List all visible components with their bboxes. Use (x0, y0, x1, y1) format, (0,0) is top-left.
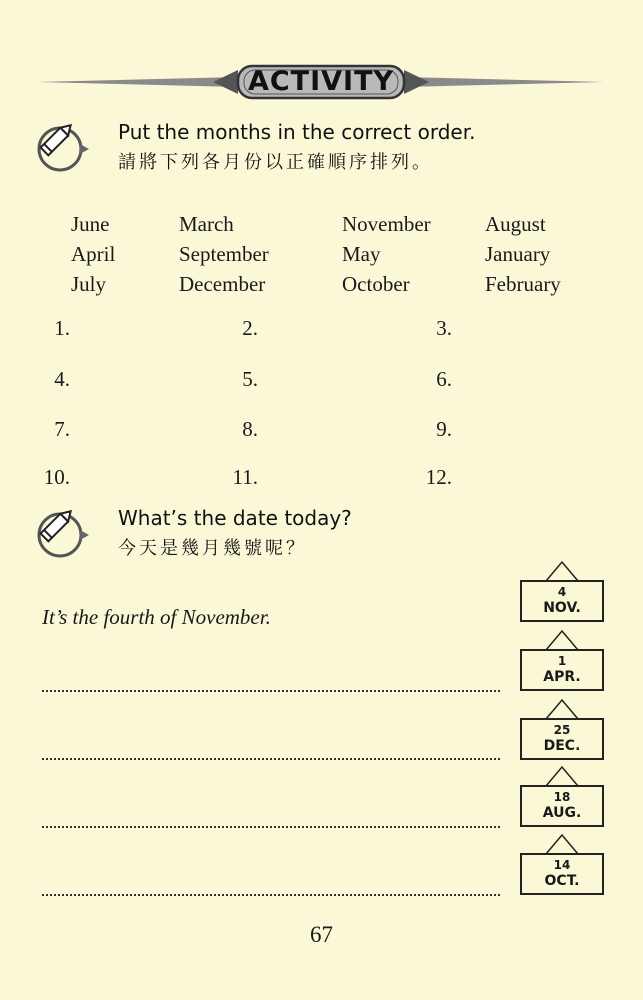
calendar-tag-month: DEC. (543, 738, 581, 754)
answer-line[interactable] (42, 758, 500, 760)
month-word: January (485, 242, 551, 266)
calendar-tag-month: APR. (543, 669, 581, 685)
calendar-tag-day: 18 (553, 790, 571, 804)
calendar-tag-day: 14 (553, 858, 571, 872)
answer-line[interactable] (42, 894, 500, 896)
page-number: 67 (310, 922, 333, 947)
calendar-tag-month: NOV. (543, 600, 581, 616)
instruction-en: What’s the date today? (118, 506, 352, 530)
answer-slot-number: 10. (43, 465, 70, 489)
answer-line[interactable] (42, 690, 500, 692)
month-word: April (71, 242, 116, 266)
answer-line[interactable] (42, 826, 500, 828)
calendar-tag-day: 25 (553, 723, 571, 737)
month-word: October (342, 272, 410, 296)
instruction-zh: 今天是幾月幾號呢？ (118, 538, 307, 559)
answer-slot-number: 1. (54, 316, 70, 340)
month-word: November (342, 212, 431, 236)
answer-slot-number: 7. (54, 417, 70, 441)
calendar-tag (520, 629, 604, 691)
calendar-tag-day: 4 (557, 585, 567, 599)
banner-title: ACTIVITY (247, 66, 395, 97)
answer-slot-number: 4. (54, 367, 70, 391)
answer-slot-number: 12. (425, 465, 452, 489)
answer-slot-number: 2. (242, 316, 258, 340)
month-word: December (179, 272, 266, 296)
pencil-icon (34, 120, 92, 176)
calendar-tag (520, 560, 604, 622)
month-word: February (485, 272, 561, 296)
calendar-tag (520, 833, 604, 895)
answer-slot-number: 9. (436, 417, 452, 441)
month-word: September (179, 242, 269, 266)
calendar-tag-month: AUG. (542, 805, 582, 821)
answer-slot-number: 11. (232, 465, 258, 489)
month-word: March (179, 212, 234, 236)
activity-banner (38, 62, 604, 102)
instruction-en: Put the months in the correct order. (118, 120, 476, 144)
month-word: July (71, 272, 107, 296)
month-word: June (71, 212, 110, 236)
calendar-tag (520, 698, 604, 760)
calendar-tag-month: OCT. (544, 873, 580, 889)
answer-slot-number: 6. (436, 367, 452, 391)
month-word: May (342, 242, 381, 266)
answer-slot-number: 3. (436, 316, 452, 340)
instruction-zh: 請將下列各月份以正確順序排列。 (118, 152, 433, 173)
answer-slot-number: 8. (242, 417, 258, 441)
calendar-tag-day: 1 (557, 654, 567, 668)
calendar-tag (520, 765, 604, 827)
example-answer: It’s the fourth of November. (42, 605, 271, 629)
month-word: August (485, 212, 546, 236)
answer-slot-number: 5. (242, 367, 258, 391)
pencil-icon (34, 506, 92, 562)
